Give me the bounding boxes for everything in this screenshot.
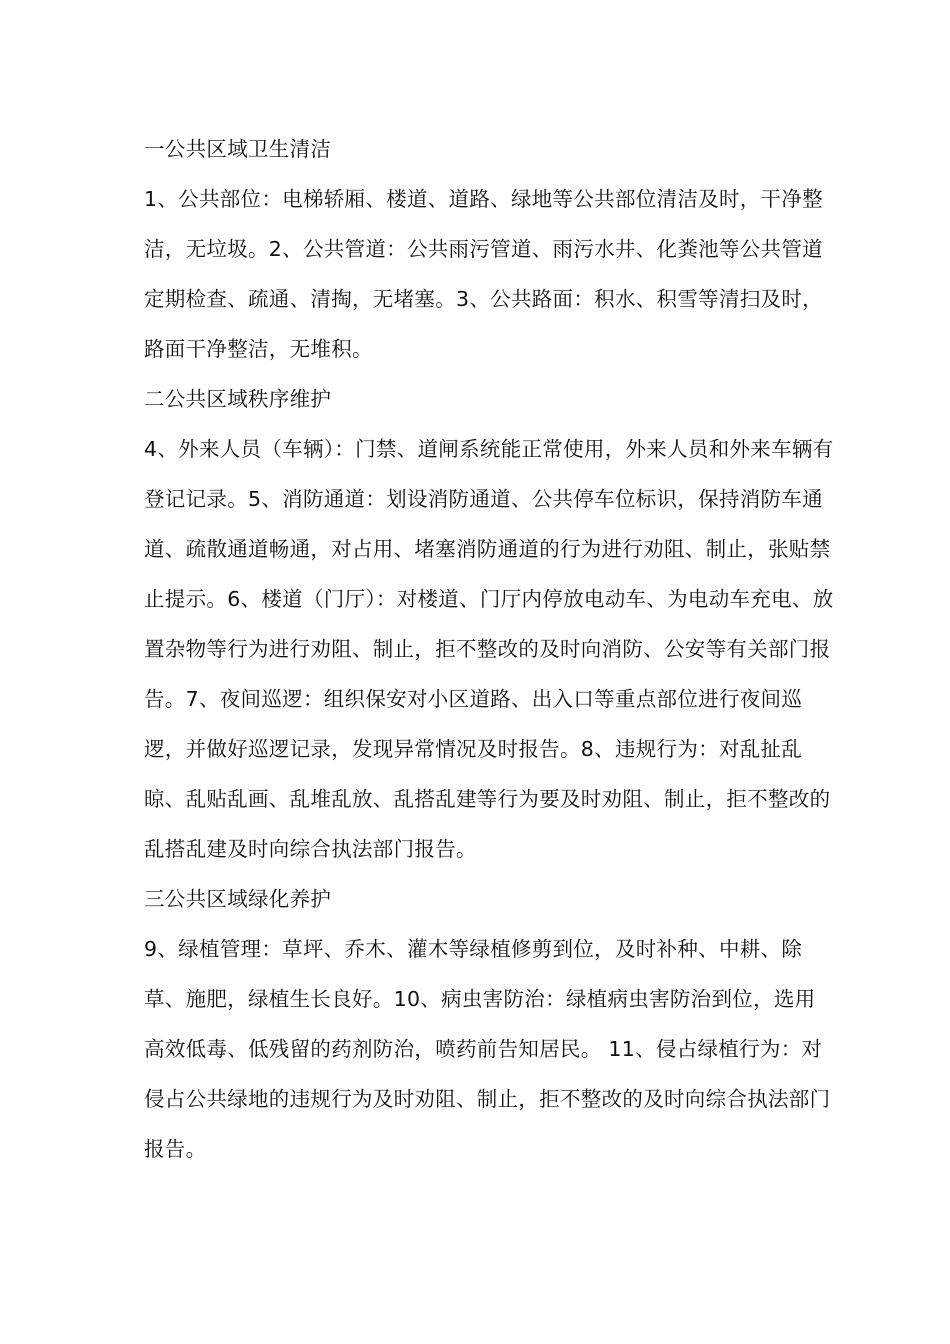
section-body-order: 4、外来人员（车辆）：门禁、道闸系统能正常使用，外来人员和外来车辆有登记记录。5、消防通道：划设消防通道、公共停车位标识，保持消防车通道、疏散通道畅通，对占用、堵塞消防通道的行为进行劝阻、制止，张贴禁止提示。6、楼道（门厅）：对楼道、门厅内停放电动车、为电动车充电、放置杂物等行为进行劝阻、制止，拒不整改的及时向消防、公安等有关部门报告。7、夜间巡逻：组织保安对小区道路、出入口等重点部位进行夜间巡逻，并做好巡逻记录，发现异常情况及时报告。8、违规行为：对乱扯乱晾、乱贴乱画、乱堆乱放、乱搭乱建等行为要及时劝阻、制止，拒不整改的乱搭乱建及时向综合执法部门报告。: [144, 437, 834, 861]
section-heading-greening: 三公共区域绿化养护: [144, 887, 332, 911]
section-body-sanitation: 1、公共部位：电梯轿厢、楼道、道路、绿地等公共部位清洁及时，干净整洁，无垃圾。2、公共管道：公共雨污管道、雨污水井、化粪池等公共管道定期检查、疏通、清掏，无堵塞。3、公共路面：积水、积雪等清扫及时，路面干净整洁，无堆积。: [144, 187, 823, 361]
section-body-greening: 9、绿植管理：草坪、乔木、灌木等绿植修剪到位，及时补种、中耕、除草、施肥，绿植生长良好。10、病虫害防治：绿植病虫害防治到位，选用高效低毒、低残留的药剂防治，喷药前告知居民。 11、侵占绿植行为：对侵占公共绿地的违规行为及时劝阻、制止，拒不整改的及时向综合执法部门报告。: [144, 937, 831, 1161]
section-heading-order: 二公共区域秩序维护: [144, 387, 332, 411]
section-heading-sanitation: 一公共区域卫生清洁: [144, 137, 332, 161]
document-body: [144, 124, 834, 1174]
